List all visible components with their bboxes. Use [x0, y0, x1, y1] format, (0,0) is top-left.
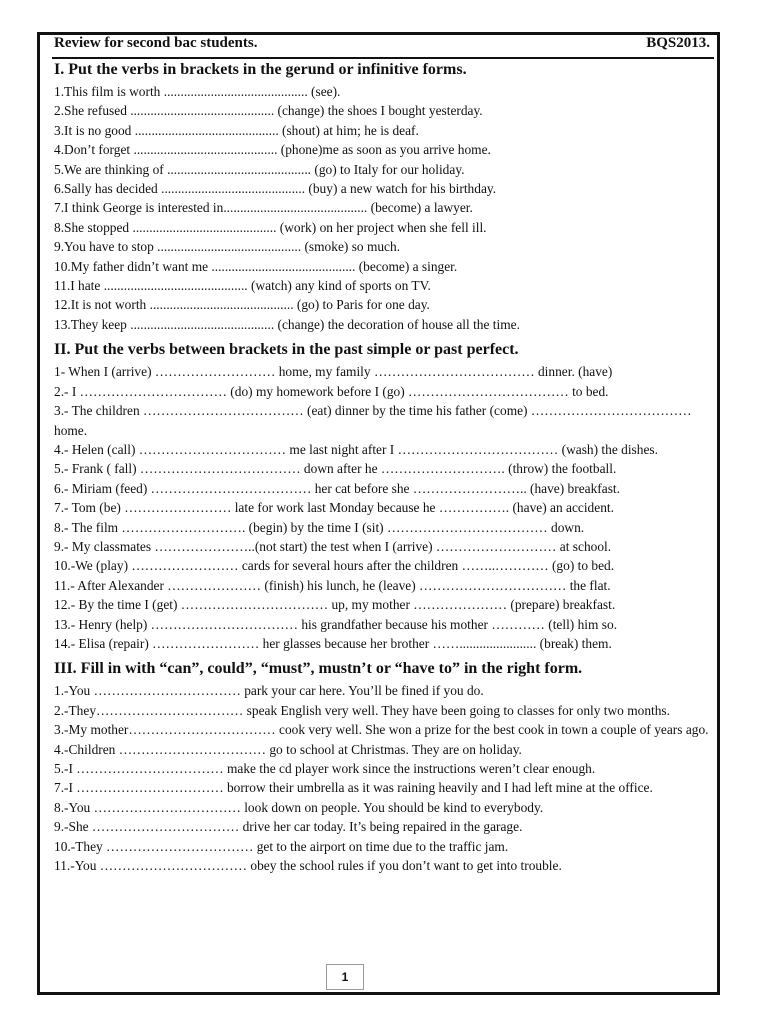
exercise-item: 3.It is no good ........................................... (shout) at him; he is deaf.	[54, 122, 419, 138]
exercise-item: 2.- I …………………………… (do) my homework before I (go) ……………………………… to bed.	[54, 383, 609, 399]
exercise-item: 2.She refused ........................................... (change) the shoes I bought yesterday.	[54, 103, 483, 119]
page-number: 1	[326, 964, 364, 990]
exercise-item: 4.Don’t forget ........................................... (phone)me as soon as you arrive home.	[54, 142, 491, 158]
exercise-item: 9.-She …………………………… drive her car today. It’s being repaired in the garage.	[54, 819, 523, 835]
header-code: BQS2013.	[646, 35, 710, 51]
exercise-item: 3.-My mother…………………………… cook very well. She won a prize for the best cook in town a couple of years ago.	[54, 722, 709, 738]
worksheet-content	[54, 58, 714, 875]
exercise-item: 10.My father didn’t want me ........................................... (become) a singer.	[54, 258, 458, 274]
header-title: Review for second bac students.	[54, 35, 258, 51]
section-2-list	[54, 362, 714, 653]
exercise-item: 9.You have to stop ........................................... (smoke) so much.	[54, 239, 401, 255]
section-3-list	[54, 681, 714, 875]
exercise-item: 12.- By the time I (get) …………………………… up, my mother ………………… (prepare) breakfast.	[54, 597, 616, 613]
exercise-item: 1- When I (arrive) ……………………… home, my family ……………………………… dinner. (have)	[54, 364, 613, 380]
exercise-item: 13.They keep ........................................... (change) the decoration of house all the time.	[54, 316, 520, 332]
section-3-title: III. Fill in with “can”, could”, “must”, mustn’t or “have to” in the right form.	[54, 660, 583, 678]
exercise-item: 8.She stopped ........................................... (work) on her project when she fell ill.	[54, 219, 487, 235]
exercise-item: 10.-We (play) …………………… cards for several hours after the children ……..………… (go) to bed.	[54, 558, 615, 574]
exercise-item: 7.- Tom (be) …………………… late for work last Monday because he ……………. (have) an accident.	[54, 500, 614, 516]
exercise-item: 8.-You …………………………… look down on people. You should be kind to everybody.	[54, 799, 544, 815]
exercise-item: 13.- Henry (help) …………………………… his grandfather because his mother ………… (tell) him so.	[54, 616, 618, 632]
exercise-item: 7.-I …………………………… borrow their umbrella as it was raining heavily and I had left mine at the office.	[54, 780, 653, 796]
exercise-item: 4.- Helen (call) …………………………… me last night after I ……………………………… (wash) the dishes.	[54, 441, 658, 457]
exercise-item: 5.-I …………………………… make the cd player work since the instructions weren’t clear enough.	[54, 761, 596, 776]
section-2-title: II. Put the verbs between brackets in the past simple or past perfect.	[54, 341, 519, 359]
exercise-item: 1.-You …………………………… park your car here. You’ll be fined if you do.	[54, 683, 484, 699]
exercise-item: 8.- The film ………………………. (begin) by the time I (sit) ……………………………… down.	[54, 519, 585, 535]
exercise-item: 2.-They…………………………… speak English very well. They have been going to classes for only two months.	[54, 702, 670, 718]
exercise-item: 10.-They …………………………… get to the airport on time due to the traffic jam.	[54, 838, 509, 854]
exercise-item: 1.This film is worth ........................................... (see).	[54, 84, 341, 99]
section-1-title: I. Put the verbs in brackets in the gerund or infinitive forms.	[54, 61, 467, 78]
exercise-item: 9.- My classmates …………………..(not start) the test when I (arrive) ……………………… at school.	[54, 538, 612, 554]
section-1-list	[54, 82, 714, 334]
exercise-item: 6.Sally has decided ........................................... (buy) a new watch for his birthday.	[54, 181, 497, 197]
exercise-item: 11.-You …………………………… obey the school rules if you don’t want to get into trouble.	[54, 858, 562, 874]
exercise-item: 11.I hate ........................................... (watch) any kind of sports on TV.	[54, 278, 431, 294]
exercise-item: 11.- After Alexander ………………… (finish) his lunch, he (leave) …………………………… the flat.	[54, 577, 611, 593]
exercise-item: 14.- Elisa (repair) …………………… her glasses because her brother ……....................... (break) them.	[54, 635, 612, 651]
exercise-item: 7.I think George is interested in........................................... (become) a lawyer.	[54, 200, 473, 216]
exercise-item: 5.We are thinking of ........................................... (go) to Italy for our holiday.	[54, 161, 465, 177]
exercise-item: 3.- The children ……………………………… (eat) dinner by the time his father (come) ……………………………… home.	[54, 403, 692, 438]
exercise-item: 5.- Frank ( fall) ……………………………… down after he ………………………. (throw) the football.	[54, 461, 617, 477]
exercise-item: 4.-Children …………………………… go to school at Christmas. They are on holiday.	[54, 741, 522, 757]
page-header	[54, 35, 714, 57]
exercise-item: 12.It is not worth ........................................... (go) to Paris for one day.	[54, 297, 430, 313]
exercise-item: 6.- Miriam (feed) ……………………………… her cat before she …………………….. (have) breakfast.	[54, 480, 620, 496]
